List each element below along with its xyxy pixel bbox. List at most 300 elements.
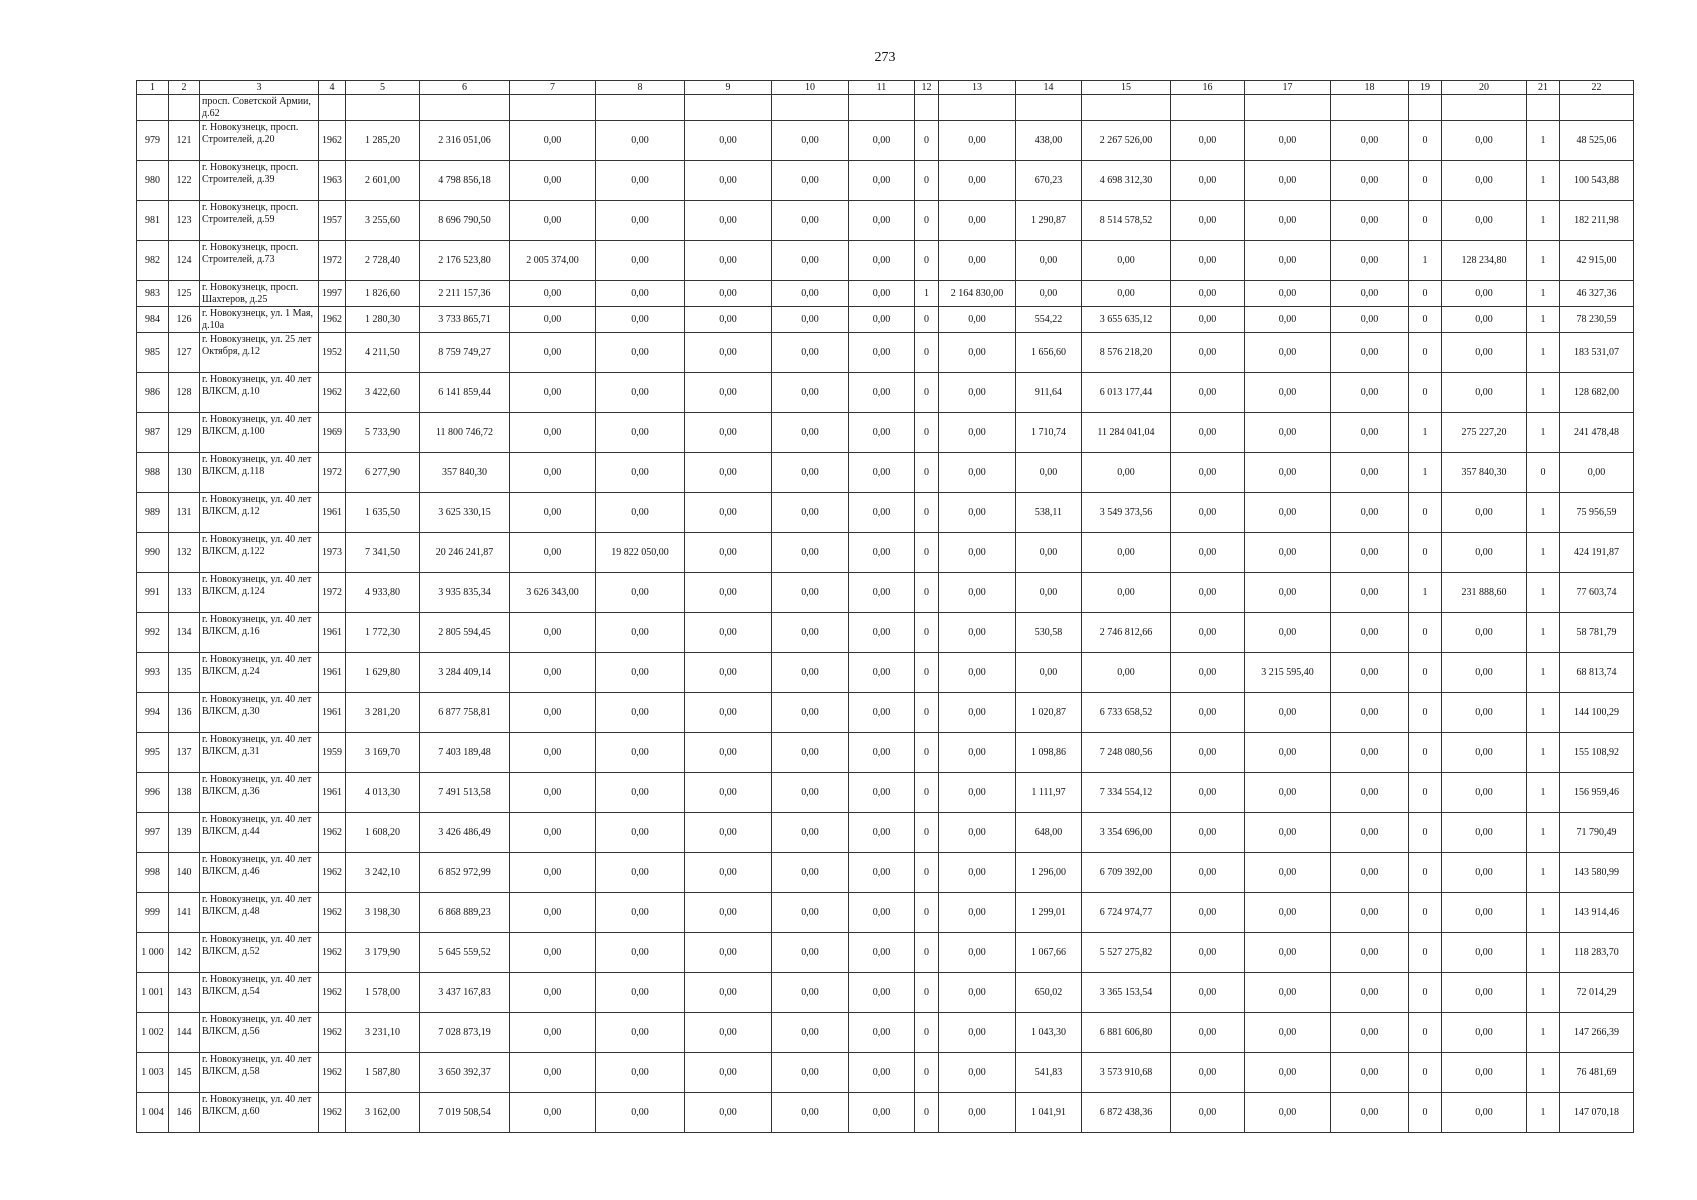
empty-cell [420,95,510,121]
cell-col-6: 8 759 749,27 [420,333,510,373]
cell-col-21: 1 [1527,241,1560,281]
cell-col-5: 1 608,20 [346,813,420,853]
empty-cell [510,95,596,121]
cell-col-12: 0 [915,533,939,573]
cell-col-16: 0,00 [1171,933,1245,973]
table-row [137,1013,1634,1053]
address-cell: г. Новокузнецк, ул. 1 Мая, д.10а [200,307,319,333]
cell-col-9: 0,00 [685,613,772,653]
cell-col-20: 0,00 [1442,307,1527,333]
column-header-5: 5 [346,81,420,95]
cell-col-22: 143 580,99 [1560,853,1634,893]
cell-col-12: 0 [915,161,939,201]
cell-col-2: 144 [169,1013,200,1053]
cell-col-10: 0,00 [772,307,849,333]
cell-col-8: 0,00 [596,573,685,613]
address-cell: г. Новокузнецк, ул. 40 лет ВЛКСМ, д.31 [200,733,319,773]
cell-col-10: 0,00 [772,121,849,161]
cell-col-16: 0,00 [1171,773,1245,813]
cell-col-16: 0,00 [1171,893,1245,933]
cell-col-21: 1 [1527,613,1560,653]
cell-col-16: 0,00 [1171,241,1245,281]
cell-col-5: 3 162,00 [346,1093,420,1133]
cell-col-1: 994 [137,693,169,733]
cell-col-11: 0,00 [849,373,915,413]
cell-col-22: 182 211,98 [1560,201,1634,241]
cell-col-21: 1 [1527,201,1560,241]
cell-col-9: 0,00 [685,573,772,613]
cell-col-12: 0 [915,413,939,453]
cell-col-18: 0,00 [1331,693,1409,733]
cell-col-17: 0,00 [1245,853,1331,893]
cell-col-13: 0,00 [939,333,1016,373]
cell-col-5: 5 733,90 [346,413,420,453]
cell-col-16: 0,00 [1171,493,1245,533]
cell-col-19: 0 [1409,533,1442,573]
cell-col-1: 986 [137,373,169,413]
table-row [137,893,1634,933]
empty-cell [319,95,346,121]
cell-col-18: 0,00 [1331,533,1409,573]
cell-col-19: 0 [1409,121,1442,161]
cell-col-16: 0,00 [1171,201,1245,241]
cell-col-6: 2 211 157,36 [420,281,510,307]
cell-col-8: 0,00 [596,161,685,201]
cell-col-22: 0,00 [1560,453,1634,493]
cell-col-18: 0,00 [1331,613,1409,653]
cell-col-16: 0,00 [1171,373,1245,413]
cell-col-4: 1973 [319,533,346,573]
cell-col-10: 0,00 [772,653,849,693]
table-row-continuation [137,95,1634,121]
cell-col-11: 0,00 [849,161,915,201]
cell-col-19: 0 [1409,893,1442,933]
cell-col-8: 0,00 [596,453,685,493]
cell-col-19: 1 [1409,573,1442,613]
table-row [137,161,1634,201]
cell-col-5: 4 013,30 [346,773,420,813]
table-row [137,533,1634,573]
cell-col-2: 136 [169,693,200,733]
cell-col-1: 979 [137,121,169,161]
cell-col-4: 1961 [319,493,346,533]
cell-col-11: 0,00 [849,973,915,1013]
cell-col-7: 0,00 [510,893,596,933]
cell-col-22: 72 014,29 [1560,973,1634,1013]
cell-col-6: 3 733 865,71 [420,307,510,333]
cell-col-14: 1 020,87 [1016,693,1082,733]
cell-col-22: 144 100,29 [1560,693,1634,733]
cell-col-20: 128 234,80 [1442,241,1527,281]
cell-col-17: 0,00 [1245,1053,1331,1093]
cell-col-22: 241 478,48 [1560,413,1634,453]
table-row [137,733,1634,773]
cell-col-6: 3 437 167,83 [420,973,510,1013]
column-header-11: 11 [849,81,915,95]
cell-col-19: 0 [1409,853,1442,893]
cell-col-2: 137 [169,733,200,773]
cell-col-10: 0,00 [772,573,849,613]
cell-col-2: 141 [169,893,200,933]
cell-col-8: 0,00 [596,201,685,241]
cell-col-21: 1 [1527,933,1560,973]
cell-col-14: 650,02 [1016,973,1082,1013]
cell-col-22: 77 603,74 [1560,573,1634,613]
table-row [137,333,1634,373]
cell-col-17: 0,00 [1245,573,1331,613]
cell-col-12: 0 [915,893,939,933]
cell-col-15: 6 733 658,52 [1082,693,1171,733]
cell-col-10: 0,00 [772,613,849,653]
column-header-18: 18 [1331,81,1409,95]
cell-col-8: 0,00 [596,973,685,1013]
cell-col-17: 0,00 [1245,733,1331,773]
cell-col-9: 0,00 [685,241,772,281]
cell-col-7: 0,00 [510,121,596,161]
cell-col-12: 0 [915,573,939,613]
cell-col-7: 0,00 [510,1093,596,1133]
cell-col-19: 0 [1409,373,1442,413]
cell-col-6: 7 403 189,48 [420,733,510,773]
cell-col-1: 981 [137,201,169,241]
cell-col-17: 0,00 [1245,333,1331,373]
cell-col-5: 1 587,80 [346,1053,420,1093]
cell-col-12: 0 [915,1053,939,1093]
cell-col-10: 0,00 [772,493,849,533]
empty-cell [1171,95,1245,121]
address-cell: г. Новокузнецк, ул. 40 лет ВЛКСМ, д.16 [200,613,319,653]
cell-col-21: 1 [1527,1053,1560,1093]
cell-col-21: 1 [1527,893,1560,933]
cell-col-6: 6 868 889,23 [420,893,510,933]
cell-col-8: 0,00 [596,813,685,853]
cell-col-16: 0,00 [1171,573,1245,613]
cell-col-7: 0,00 [510,733,596,773]
cell-col-20: 231 888,60 [1442,573,1527,613]
cell-col-11: 0,00 [849,201,915,241]
cell-col-8: 0,00 [596,241,685,281]
cell-col-2: 145 [169,1053,200,1093]
cell-col-6: 2 805 594,45 [420,613,510,653]
cell-col-1: 993 [137,653,169,693]
cell-col-1: 998 [137,853,169,893]
cell-col-17: 0,00 [1245,773,1331,813]
cell-col-14: 538,11 [1016,493,1082,533]
cell-col-9: 0,00 [685,813,772,853]
cell-col-18: 0,00 [1331,893,1409,933]
cell-col-10: 0,00 [772,533,849,573]
cell-col-18: 0,00 [1331,201,1409,241]
cell-col-16: 0,00 [1171,281,1245,307]
cell-col-8: 0,00 [596,333,685,373]
address-cell: г. Новокузнецк, ул. 40 лет ВЛКСМ, д.12 [200,493,319,533]
cell-col-15: 3 365 153,54 [1082,973,1171,1013]
cell-col-22: 76 481,69 [1560,1053,1634,1093]
cell-col-12: 0 [915,733,939,773]
cell-col-18: 0,00 [1331,493,1409,533]
cell-col-1: 980 [137,161,169,201]
cell-col-6: 3 625 330,15 [420,493,510,533]
cell-col-19: 1 [1409,241,1442,281]
cell-col-11: 0,00 [849,1053,915,1093]
cell-col-7: 0,00 [510,453,596,493]
table-row [137,121,1634,161]
table-row [137,241,1634,281]
column-header-8: 8 [596,81,685,95]
table-row [137,653,1634,693]
cell-col-19: 0 [1409,1013,1442,1053]
cell-col-16: 0,00 [1171,1093,1245,1133]
cell-col-10: 0,00 [772,1053,849,1093]
empty-cell [137,95,169,121]
cell-col-2: 139 [169,813,200,853]
cell-col-17: 0,00 [1245,1093,1331,1133]
column-header-9: 9 [685,81,772,95]
cell-col-17: 0,00 [1245,933,1331,973]
cell-col-20: 0,00 [1442,201,1527,241]
cell-col-17: 3 215 595,40 [1245,653,1331,693]
cell-col-20: 0,00 [1442,933,1527,973]
empty-cell [346,95,420,121]
cell-col-6: 357 840,30 [420,453,510,493]
cell-col-18: 0,00 [1331,161,1409,201]
cell-col-10: 0,00 [772,373,849,413]
cell-col-11: 0,00 [849,1013,915,1053]
cell-col-17: 0,00 [1245,373,1331,413]
cell-col-22: 100 543,88 [1560,161,1634,201]
cell-col-1: 982 [137,241,169,281]
cell-col-9: 0,00 [685,893,772,933]
cell-col-15: 6 013 177,44 [1082,373,1171,413]
cell-col-7: 0,00 [510,307,596,333]
cell-col-6: 4 798 856,18 [420,161,510,201]
cell-col-1: 983 [137,281,169,307]
cell-col-17: 0,00 [1245,121,1331,161]
cell-col-1: 1 002 [137,1013,169,1053]
cell-col-15: 3 655 635,12 [1082,307,1171,333]
cell-col-16: 0,00 [1171,653,1245,693]
cell-col-12: 0 [915,241,939,281]
cell-col-2: 132 [169,533,200,573]
cell-col-14: 1 043,30 [1016,1013,1082,1053]
cell-col-21: 1 [1527,973,1560,1013]
cell-col-7: 0,00 [510,413,596,453]
cell-col-16: 0,00 [1171,453,1245,493]
address-cell: г. Новокузнецк, просп. Строителей, д.20 [200,121,319,161]
cell-col-12: 0 [915,813,939,853]
cell-col-14: 1 067,66 [1016,933,1082,973]
cell-col-5: 2 601,00 [346,161,420,201]
cell-col-7: 0,00 [510,973,596,1013]
empty-cell [1082,95,1171,121]
cell-col-17: 0,00 [1245,693,1331,733]
cell-col-7: 3 626 343,00 [510,573,596,613]
cell-col-12: 0 [915,773,939,813]
address-cell: г. Новокузнецк, ул. 40 лет ВЛКСМ, д.52 [200,933,319,973]
cell-col-15: 3 573 910,68 [1082,1053,1171,1093]
cell-col-17: 0,00 [1245,813,1331,853]
column-header-7: 7 [510,81,596,95]
cell-col-4: 1962 [319,933,346,973]
cell-col-14: 1 656,60 [1016,333,1082,373]
cell-col-4: 1962 [319,121,346,161]
cell-col-21: 1 [1527,693,1560,733]
cell-col-10: 0,00 [772,1013,849,1053]
cell-col-11: 0,00 [849,307,915,333]
cell-col-18: 0,00 [1331,413,1409,453]
cell-col-8: 0,00 [596,693,685,733]
cell-col-20: 0,00 [1442,973,1527,1013]
cell-col-20: 0,00 [1442,373,1527,413]
cell-col-20: 275 227,20 [1442,413,1527,453]
cell-col-14: 0,00 [1016,281,1082,307]
cell-col-1: 1 004 [137,1093,169,1133]
cell-col-9: 0,00 [685,161,772,201]
cell-col-6: 6 852 972,99 [420,853,510,893]
cell-col-13: 0,00 [939,693,1016,733]
cell-col-13: 0,00 [939,653,1016,693]
cell-col-5: 3 281,20 [346,693,420,733]
cell-col-15: 7 248 080,56 [1082,733,1171,773]
cell-col-13: 2 164 830,00 [939,281,1016,307]
column-header-1: 1 [137,81,169,95]
cell-col-11: 0,00 [849,853,915,893]
cell-col-12: 1 [915,281,939,307]
cell-col-17: 0,00 [1245,973,1331,1013]
cell-col-13: 0,00 [939,161,1016,201]
cell-col-2: 133 [169,573,200,613]
table-row [137,453,1634,493]
cell-col-10: 0,00 [772,813,849,853]
cell-col-1: 995 [137,733,169,773]
table-row [137,813,1634,853]
cell-col-4: 1972 [319,241,346,281]
cell-col-9: 0,00 [685,973,772,1013]
cell-col-21: 1 [1527,653,1560,693]
cell-col-5: 6 277,90 [346,453,420,493]
cell-col-4: 1972 [319,453,346,493]
empty-cell [596,95,685,121]
cell-col-5: 3 169,70 [346,733,420,773]
cell-col-7: 0,00 [510,693,596,733]
cell-col-11: 0,00 [849,613,915,653]
cell-col-12: 0 [915,121,939,161]
column-header-16: 16 [1171,81,1245,95]
cell-col-15: 6 881 606,80 [1082,1013,1171,1053]
cell-col-19: 0 [1409,1053,1442,1093]
cell-col-14: 0,00 [1016,573,1082,613]
cell-col-14: 1 296,00 [1016,853,1082,893]
cell-col-17: 0,00 [1245,281,1331,307]
cell-col-14: 530,58 [1016,613,1082,653]
cell-col-5: 1 629,80 [346,653,420,693]
cell-col-9: 0,00 [685,281,772,307]
cell-col-17: 0,00 [1245,241,1331,281]
address-cell: г. Новокузнецк, ул. 40 лет ВЛКСМ, д.100 [200,413,319,453]
cell-col-19: 0 [1409,493,1442,533]
cell-col-10: 0,00 [772,413,849,453]
cell-col-19: 0 [1409,773,1442,813]
cell-col-8: 0,00 [596,121,685,161]
cell-col-1: 997 [137,813,169,853]
cell-col-18: 0,00 [1331,813,1409,853]
cell-col-22: 147 266,39 [1560,1013,1634,1053]
cell-col-12: 0 [915,613,939,653]
cell-col-14: 1 098,86 [1016,733,1082,773]
cell-col-9: 0,00 [685,733,772,773]
cell-col-7: 0,00 [510,813,596,853]
cell-col-11: 0,00 [849,121,915,161]
address-cell: г. Новокузнецк, ул. 40 лет ВЛКСМ, д.56 [200,1013,319,1053]
cell-col-22: 147 070,18 [1560,1093,1634,1133]
cell-col-9: 0,00 [685,933,772,973]
table-row [137,773,1634,813]
cell-col-16: 0,00 [1171,1013,1245,1053]
cell-col-18: 0,00 [1331,307,1409,333]
cell-col-11: 0,00 [849,281,915,307]
table-row [137,201,1634,241]
empty-cell [169,95,200,121]
cell-col-12: 0 [915,1093,939,1133]
cell-col-16: 0,00 [1171,693,1245,733]
cell-col-2: 146 [169,1093,200,1133]
cell-col-11: 0,00 [849,653,915,693]
table-row [137,373,1634,413]
cell-col-22: 118 283,70 [1560,933,1634,973]
cell-col-17: 0,00 [1245,493,1331,533]
cell-col-10: 0,00 [772,201,849,241]
cell-col-4: 1961 [319,693,346,733]
cell-col-16: 0,00 [1171,613,1245,653]
cell-col-22: 71 790,49 [1560,813,1634,853]
cell-col-13: 0,00 [939,241,1016,281]
cell-col-13: 0,00 [939,373,1016,413]
cell-col-17: 0,00 [1245,453,1331,493]
cell-col-18: 0,00 [1331,1093,1409,1133]
empty-cell [939,95,1016,121]
cell-col-10: 0,00 [772,333,849,373]
cell-col-13: 0,00 [939,413,1016,453]
cell-col-2: 142 [169,933,200,973]
cell-col-5: 1 280,30 [346,307,420,333]
cell-col-2: 138 [169,773,200,813]
cell-col-4: 1972 [319,573,346,613]
cell-col-13: 0,00 [939,201,1016,241]
cell-col-8: 0,00 [596,1053,685,1093]
cell-col-10: 0,00 [772,1093,849,1133]
cell-col-12: 0 [915,201,939,241]
cell-col-9: 0,00 [685,373,772,413]
cell-col-17: 0,00 [1245,201,1331,241]
cell-col-20: 0,00 [1442,653,1527,693]
cell-col-14: 911,64 [1016,373,1082,413]
cell-col-19: 0 [1409,933,1442,973]
column-header-15: 15 [1082,81,1171,95]
cell-col-5: 4 211,50 [346,333,420,373]
cell-col-16: 0,00 [1171,533,1245,573]
cell-col-21: 1 [1527,373,1560,413]
cell-col-1: 984 [137,307,169,333]
empty-cell [1560,95,1634,121]
cell-col-14: 0,00 [1016,241,1082,281]
column-header-6: 6 [420,81,510,95]
cell-col-16: 0,00 [1171,813,1245,853]
cell-col-22: 58 781,79 [1560,613,1634,653]
cell-col-13: 0,00 [939,453,1016,493]
cell-col-21: 1 [1527,773,1560,813]
cell-col-13: 0,00 [939,853,1016,893]
cell-col-22: 46 327,36 [1560,281,1634,307]
